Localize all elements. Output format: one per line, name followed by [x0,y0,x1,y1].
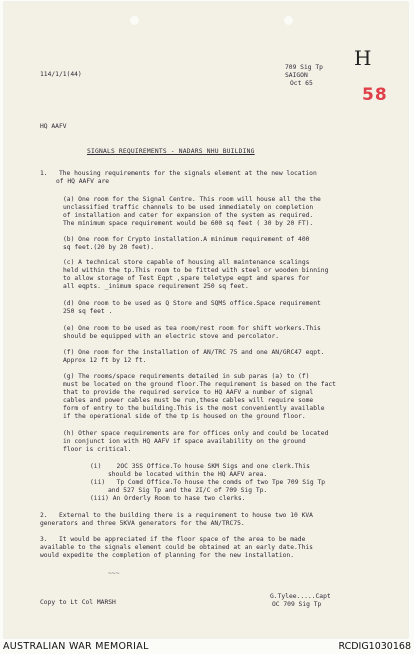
document-page [4,2,408,638]
item-c-line: all eqpts. _inimum space requirement 250 sq feet. [63,283,249,290]
item-d-line: 250 sq feet . [63,308,113,315]
para-2-line: generators and three 5KVA generators for the AN/TRC75. [40,520,245,527]
document-title: SIGNALS REQUIREMENTS - NADARS NHU BUILDING [87,148,255,155]
item-h-line: floor is critical. [63,446,132,453]
item-f-line: (f) One room for the installation of AN/TRC 75 and one AN/GRC47 eqpt. [63,349,325,356]
copy-to: Copy to Lt Col MARSH [40,599,116,606]
addressee: HQ AAFV [40,123,67,130]
archive-name: AUSTRALIAN WAR MEMORIAL [3,641,149,652]
place: SAIGON [285,72,308,79]
item-g-line: (g) The rooms/space requirements detailed in sub paras (a) to (f) [63,373,310,380]
item-h-sub-line: and 527 Sig Tp and the 2I/C of 709 Sig Tp. [108,487,268,494]
archive-id: RCDIG1030168 [338,641,411,652]
punch-hole [284,16,293,25]
item-g-line: must be located on the ground floor.The requirement is based on the fact [63,381,336,388]
para-2-line: 2. External to the building there is a requirement to house two 10 KVA [40,512,313,519]
item-e-line: should be equipped with an electric stove and percolator. [63,333,280,340]
item-e-line: (e) One room to be used as tea room/rest room for shift workers.This [63,325,321,332]
item-g-line: cables and power cables must be run,these cables will require some [63,397,314,404]
red-folio-mark: 58 [362,85,388,105]
item-h-sub-line: (iii) An Orderly Room to hase two clerks. [90,495,246,502]
item-a-line: unclassified traffic channels to be used immediately on completion [63,204,314,211]
signature-name: G.Tylee.....Capt [270,593,331,600]
item-g-line: that to provide the required service to HQ AAFV a number of signal [63,389,314,396]
archive-footer [0,639,414,654]
para-1-line: of HQ AAFV are [56,178,110,185]
file-reference: 114/1/1(44) [40,71,82,78]
date: Oct 65 [290,80,313,87]
item-f-line: Approx 12 ft by 12 ft. [63,357,147,364]
item-g-line: form of entry to the building.This is the most conveniently available [63,405,325,412]
unit-name: 709 Sig Tp [285,64,323,71]
para-3-line: available to the signals element could be obtained at an early date.This [40,544,313,551]
item-g-line: if the operational side of the tp is housed on the ground floor. [63,413,306,420]
para-1-line: 1. The housing requirements for the signals element at the new location [40,170,317,177]
item-a-line: The minimum space requirement would be 600 sq feet ( 30 by 20 FT). [63,220,314,227]
item-h-sub-line: should be located within the HQ AAFV area. [108,471,268,478]
item-h-line: (h) Other space requirements are for offices only and could be located [63,430,329,437]
item-h-sub-line: (ii) Tp Comd Office.To house the comds of two Tpe 709 Sig Tp [90,479,326,486]
initials-mark: ~~~ [108,570,120,577]
item-a-line: of installation and cater for expansion of the system as required. [63,212,314,219]
para-3-line: 3. It would be appreciated if the floor space of the area to be made [40,536,306,543]
item-h-line: in conjunct ion with HQ AAFV if space availability on the ground [63,438,306,445]
item-b-line: (b) One room for Crypto installation.A minimum requirement of 400 [63,236,310,243]
item-c-line: held within the tp.This room to be fitted with steel or wooden binning [63,267,329,274]
item-b-line: sq feet.(20 by 20 feet). [63,244,154,251]
item-a-line: (a) One room for the Signal Centre. This room will house all the the [63,196,321,203]
signature-title: OC 709 Sig Tp [272,601,322,608]
item-d-line: (d) One room to be used as Q Store and SQMS office.Space requirement [63,300,321,307]
para-3-line: would expedite the completion of planning for the new installation. [40,552,295,559]
punch-hole [130,16,139,25]
item-c-line: to allow storage of Test Eqpt ,spare teletype eqpt and spares for [63,275,310,282]
item-h-sub-line: (i) 2OC 3SS Office.To house SKM Sigs and one clerk.This [90,463,310,470]
handwritten-letter: H [354,46,372,70]
item-c-line: (c) A technical store capable of housing all maintenance scalings [63,259,310,266]
